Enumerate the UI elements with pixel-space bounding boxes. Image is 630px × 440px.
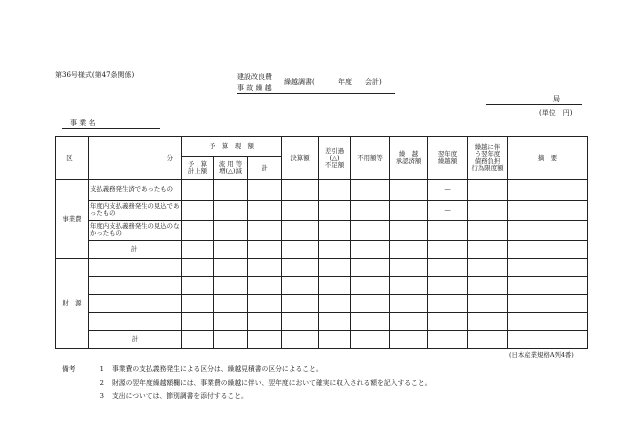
funding-label: 財 源 — [56, 258, 89, 348]
carryover-table — [55, 136, 588, 349]
note-item: 3 支出については、節別調書を添付すること。 — [99, 392, 248, 400]
funding-total-label: 計 — [89, 330, 182, 348]
header-next-year-carry: 翌年度 繰越額 — [428, 137, 468, 180]
title-account: 会計) — [365, 78, 382, 86]
dash-cell: — — [428, 180, 468, 200]
title-line2: 事 故 繰 越 — [237, 84, 272, 92]
header-remarks: 摘 要 — [508, 137, 588, 180]
title-suffix: 繰越調書( — [284, 78, 315, 86]
header-budget-total: 計 — [248, 157, 282, 180]
project-cost-label: 事業費 — [56, 180, 89, 258]
header-budget-planned: 予 算 計上額 — [182, 157, 214, 180]
bureau-label: 局 — [553, 95, 560, 103]
header-budget: 予 算 現 額 — [182, 137, 282, 157]
header-settled: 決算額 — [282, 137, 319, 180]
unit-label: (単位 円) — [539, 109, 573, 117]
header-reserve-limit: 繰越に伴 う翌年度 債務負担 行為限度額 — [468, 137, 508, 180]
project-row-2: 年度内支払義務発生の見込であったもの — [89, 200, 182, 220]
form-number: 第36号様式(第47条関係) — [55, 71, 135, 79]
header-unused: 不用額等 — [351, 137, 390, 180]
standard-note: (日本産業規格A列4番) — [509, 351, 574, 359]
title-year: 年度 — [338, 78, 352, 86]
header-division: 分 — [89, 137, 182, 180]
notes — [62, 363, 431, 404]
project-row-3: 年度内支払義務発生の見込のなかったもの — [89, 220, 182, 240]
notes-label: 備考 — [62, 365, 76, 373]
title-underline — [237, 93, 395, 94]
project-name-label: 事 業 名 — [70, 119, 96, 127]
project-row-1: 支払義務発生済であったもの — [89, 180, 182, 200]
note-item: 備考 1 事業費の支払義務発生による区分は、繰越見積書の区分によること。 — [62, 363, 431, 377]
bureau-underline — [486, 104, 582, 105]
note-item: 2 財源の翌年度繰越額欄には、事業費の繰越に伴い、翌年度において確実に収入される額を記入すること。 — [99, 378, 432, 387]
project-subtotal-label: 計 — [89, 240, 182, 258]
project-name-underline — [62, 128, 160, 129]
header-difference: 差引過 (△) 不足額 — [319, 137, 351, 180]
header-category: 区 — [56, 137, 89, 180]
header-budget-diverted: 流 用 等 増(△)減 — [214, 157, 248, 180]
dash-cell: — — [428, 200, 468, 220]
header-carry-approved: 繰 越 承認済額 — [390, 137, 428, 180]
title-line1: 建設改良費 — [237, 73, 272, 81]
